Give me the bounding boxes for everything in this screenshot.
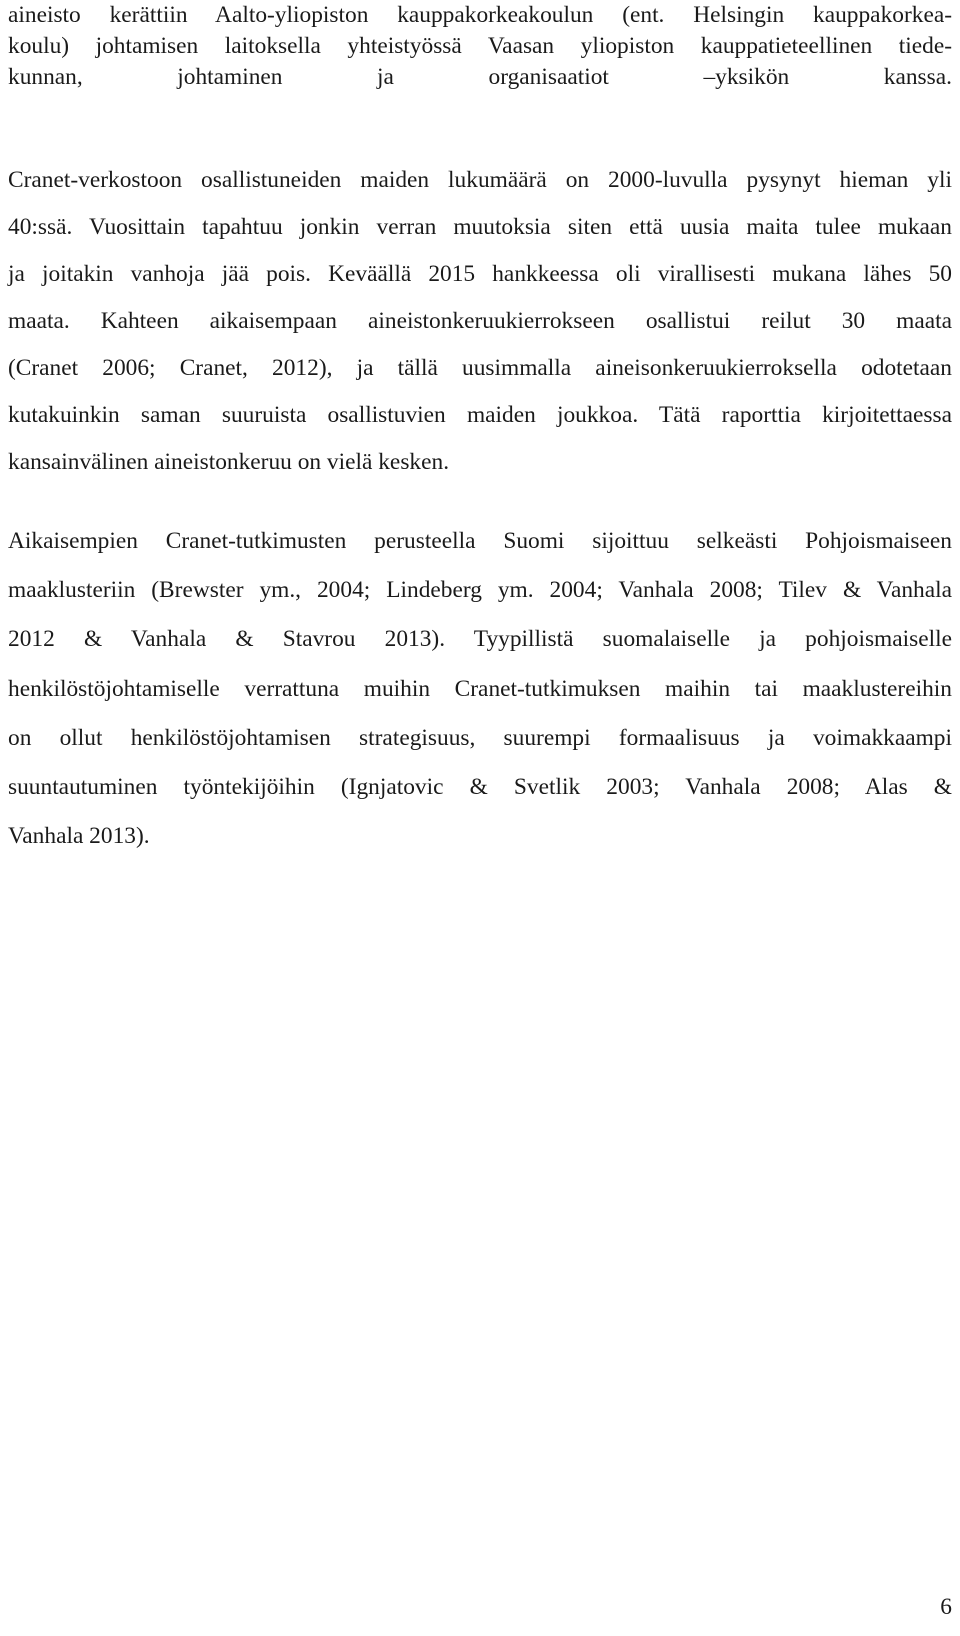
paragraph-data-collection — [8, 0, 952, 93]
text-line: suuntautuminen työntekijöihin (Ignjatovic & Svetlik 2003; Vanhala 2008; Alas & — [8, 774, 952, 801]
text-line: (Cranet 2006; Cranet, 2012), ja tällä uusimmalla aineisonkeruukierroksella odotetaan — [8, 355, 952, 381]
text-line: 2012 & Vanhala & Stavrou 2013). Tyypillistä suomalaiselle ja pohjoismaiselle — [8, 626, 952, 653]
text-line: ja joitakin vanhoja jää pois. Keväällä 2015 hankkeessa oli virallisesti mukana lähes 50 — [8, 261, 952, 287]
text-line: koulu) johtamisen laitoksella yhteistyössä Vaasan yliopiston kauppatieteellinen tiede- — [8, 33, 952, 59]
text-line: maaklusteriin (Brewster ym., 2004; Lindeberg ym. 2004; Vanhala 2008; Tilev & Vanhala — [8, 577, 952, 604]
text-line: on ollut henkilöstöjohtamisen strategisuus, suurempi formaalisuus ja voimakkaampi — [8, 724, 952, 751]
text-line: kansainvälinen aineistonkeruu on vielä kesken. — [8, 449, 450, 475]
paragraph-cranet-network — [8, 157, 952, 486]
text-line: kutakuinkin saman suuruista osallistuvien maiden joukkoa. Tätä raporttia kirjoitettaessa — [8, 402, 952, 428]
text-line: Vanhala 2013). — [8, 823, 150, 850]
page-number: 6 — [940, 1594, 952, 1620]
text-line: Aikaisempien Cranet-tutkimusten perusteella Suomi sijoittuu selkeästi Pohjoismaiseen — [8, 528, 952, 554]
text-line: maata. Kahteen aikaisempaan aineistonkeruukierrokseen osallistui reilut 30 maata — [8, 308, 952, 334]
text-line: 40:ssä. Vuosittain tapahtuu jonkin verran muutoksia siten että uusia maita tulee mukaan — [8, 214, 952, 240]
paragraph-nordic-cluster — [8, 517, 952, 861]
text-line: Cranet-verkostoon osallistuneiden maiden lukumäärä on 2000-luvulla pysynyt hieman yli — [8, 167, 952, 193]
text-line: henkilöstöjohtamiselle verrattuna muihin Cranet-tutkimuksen maihin tai maaklustereihin — [8, 675, 952, 702]
text-line: aineisto kerättiin Aalto-yliopiston kauppakorkeakoulun (ent. Helsingin kauppakorkea- — [8, 2, 952, 28]
text-line: kunnan, johtaminen ja organisaatiot –yksikön kanssa. — [8, 64, 952, 90]
